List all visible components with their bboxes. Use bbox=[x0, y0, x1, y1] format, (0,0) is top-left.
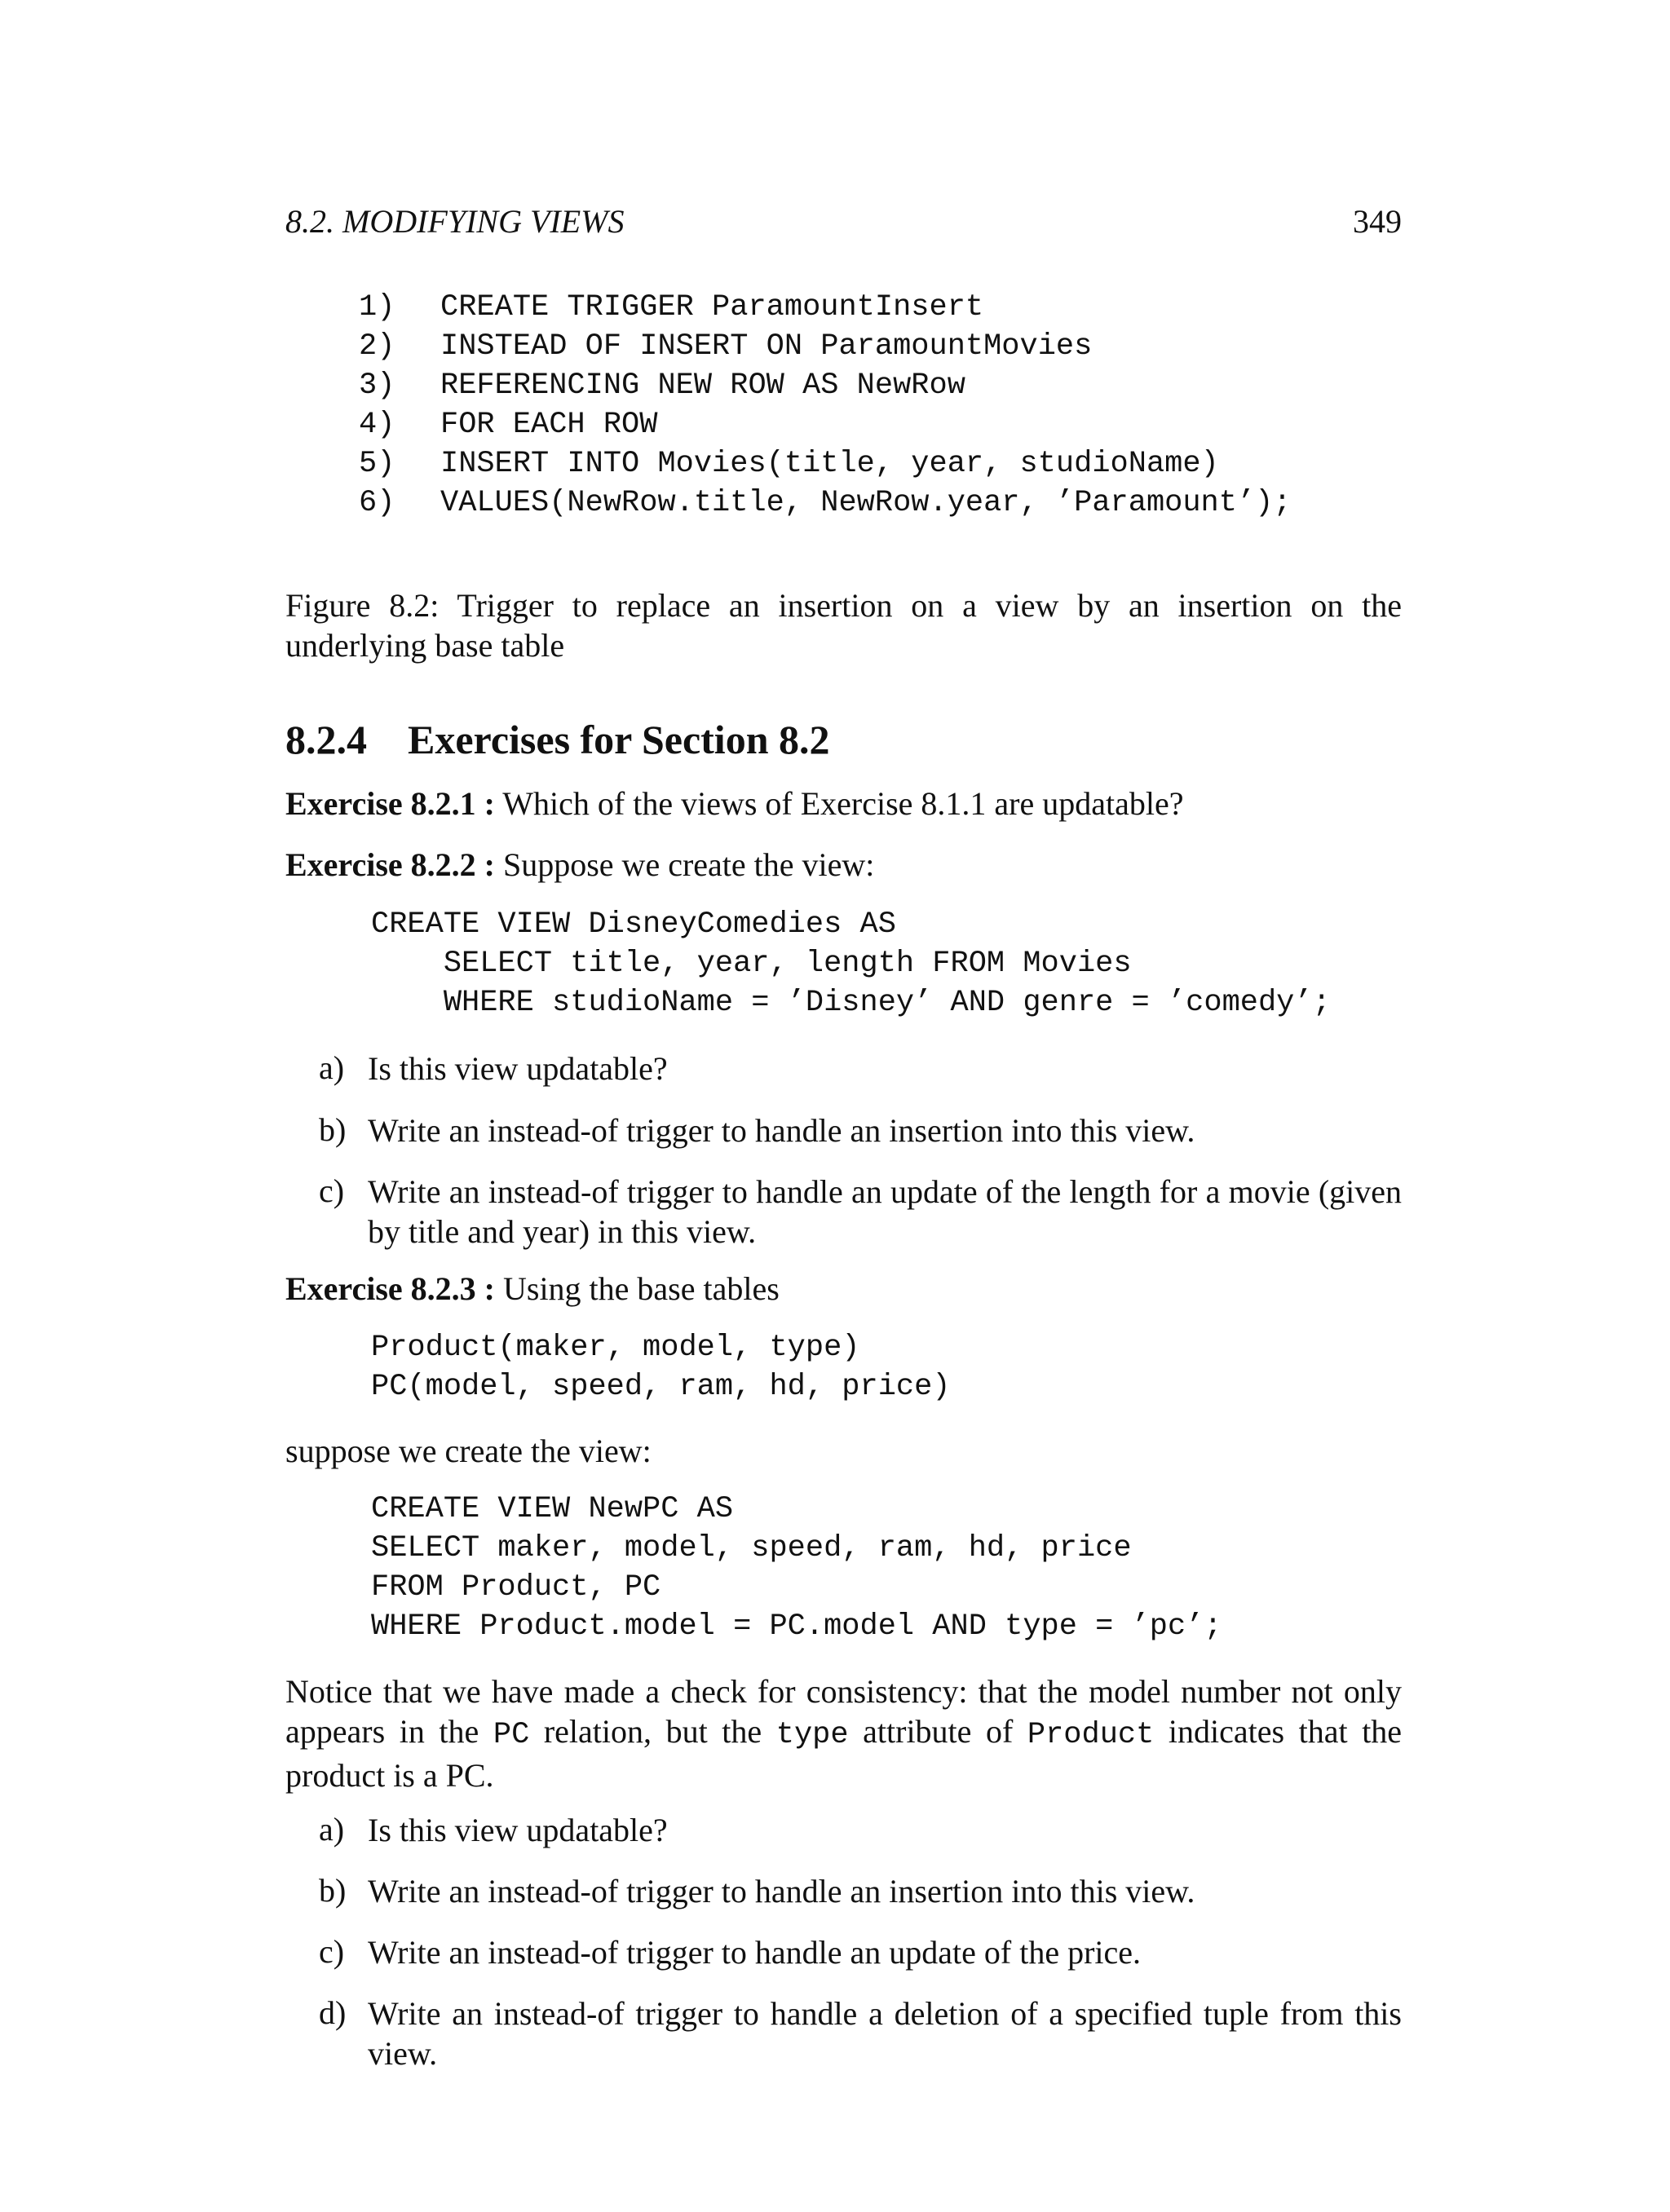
notice-text: attribute of bbox=[863, 1713, 1014, 1750]
page-number: 349 bbox=[1353, 203, 1402, 240]
exercise-text: Suppose we create the view: bbox=[502, 846, 875, 883]
item-text: Write an instead-of trigger to handle an update of the length for a movie (given by title and year) in this view. bbox=[368, 1173, 1402, 1250]
code-line: SELECT maker, model, speed, ram, hd, price bbox=[371, 1531, 1132, 1565]
line-number: 3) bbox=[359, 369, 395, 403]
code-line: FROM Product, PC bbox=[371, 1570, 661, 1605]
exercise-8-2-1 bbox=[285, 784, 1183, 823]
exercise-text: Which of the views of Exercise 8.1.1 are updatable? bbox=[502, 785, 1184, 822]
section-number: 8.2.4 bbox=[285, 717, 367, 762]
line-number: 1) bbox=[359, 290, 395, 325]
code-line: WHERE Product.model = PC.model AND type = ’pc’; bbox=[371, 1609, 1222, 1644]
line-number: 5) bbox=[359, 447, 395, 481]
item-label: b) bbox=[319, 1872, 347, 1909]
code-line: FOR EACH ROW bbox=[440, 408, 658, 442]
exercise-8-2-2 bbox=[285, 846, 874, 884]
notice-paragraph bbox=[285, 1671, 1402, 1795]
exercise-label: Exercise 8.2.1 : bbox=[285, 785, 495, 822]
figure-caption: Figure 8.2: Trigger to replace an insertion on a view by an insertion on the underlying base table bbox=[285, 587, 1402, 664]
code-line: INSTEAD OF INSERT ON ParamountMovies bbox=[440, 329, 1093, 364]
notice-text: Notice that we have made a check for consistency: that the model number not only appears in the bbox=[285, 1673, 1402, 1750]
item-text: Write an instead-of trigger to handle a deletion of a specified tuple from this view. bbox=[368, 1995, 1402, 2072]
item-label: a) bbox=[319, 1049, 345, 1086]
code-line: WHERE studioName = ’Disney’ AND genre = ’comedy’; bbox=[371, 986, 1331, 1020]
item-text: Write an instead-of trigger to handle an update of the price. bbox=[368, 1934, 1142, 1971]
line-number: 2) bbox=[359, 329, 395, 364]
item-label: c) bbox=[319, 1172, 345, 1209]
code-line: CREATE VIEW NewPC AS bbox=[371, 1492, 734, 1526]
item-label: c) bbox=[319, 1933, 345, 1970]
code-line: CREATE TRIGGER ParamountInsert bbox=[440, 290, 984, 325]
notice-text: relation, but the bbox=[543, 1713, 762, 1750]
item-text: Is this view updatable? bbox=[368, 1812, 668, 1848]
exercise-label: Exercise 8.2.2 : bbox=[285, 846, 495, 883]
table-schema: Product(maker, model, type) bbox=[371, 1331, 860, 1365]
running-head: 8.2. MODIFYING VIEWS bbox=[285, 203, 625, 240]
code-line: INSERT INTO Movies(title, year, studioName) bbox=[440, 447, 1219, 481]
line-number: 4) bbox=[359, 408, 395, 442]
inline-code: PC bbox=[493, 1718, 530, 1752]
exercise-text: Using the base tables bbox=[502, 1270, 780, 1307]
item-text: Write an instead-of trigger to handle an insertion into this view. bbox=[368, 1112, 1195, 1149]
code-line: CREATE VIEW DisneyComedies AS bbox=[371, 907, 896, 942]
item-label: b) bbox=[319, 1111, 347, 1148]
exercise-label: Exercise 8.2.3 : bbox=[285, 1270, 495, 1307]
code-line: REFERENCING NEW ROW AS NewRow bbox=[440, 369, 965, 403]
item-label: a) bbox=[319, 1811, 345, 1848]
line-number: 6) bbox=[359, 486, 395, 520]
code-line: VALUES(NewRow.title, NewRow.year, ’Paramount’); bbox=[440, 486, 1292, 520]
table-schema: PC(model, speed, ram, hd, price) bbox=[371, 1370, 951, 1404]
inline-code: Product bbox=[1027, 1718, 1155, 1752]
code-line: SELECT title, year, length FROM Movies bbox=[371, 947, 1132, 981]
inline-code: type bbox=[775, 1718, 849, 1752]
item-text: Write an instead-of trigger to handle an insertion into this view. bbox=[368, 1873, 1195, 1910]
view-intro: suppose we create the view: bbox=[285, 1433, 652, 1469]
section-heading bbox=[285, 716, 830, 763]
item-text: Is this view updatable? bbox=[368, 1050, 668, 1087]
item-label: d) bbox=[319, 1994, 347, 2031]
section-title: Exercises for Section 8.2 bbox=[408, 717, 830, 762]
notice-text: indicates that the product is a PC. bbox=[285, 1713, 1403, 1794]
exercise-8-2-3 bbox=[285, 1269, 780, 1308]
